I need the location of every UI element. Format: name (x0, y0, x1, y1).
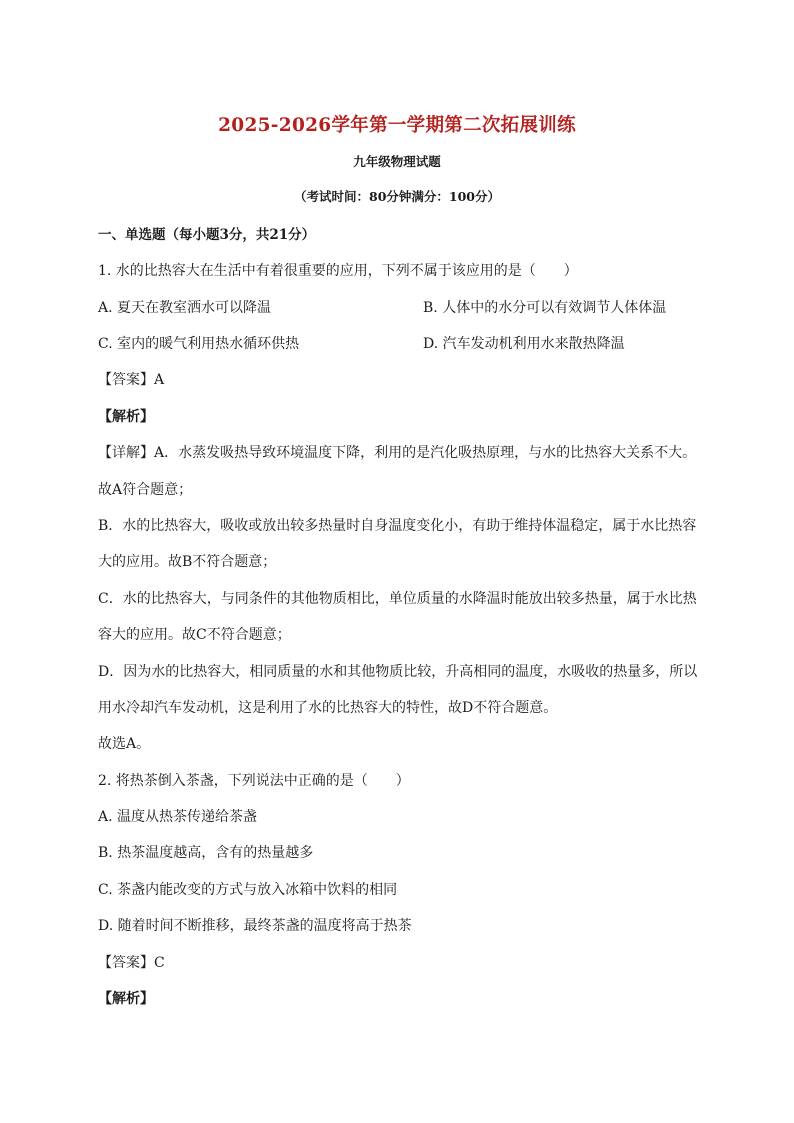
question-2-option-b: B. 热茶温度越高，含有的热量越多 (98, 845, 314, 861)
question-1-explanation-line: 用水冷却汽车发动机，这是利用了水的比热容大的特性，故D不符合题意。 (98, 700, 558, 716)
question-1-option-d: D. 汽车发动机利用水来散热降温 (423, 336, 625, 352)
exam-info: （考试时间：80分钟满分：100分） (294, 189, 500, 204)
question-1-explanation-line: 故选A。 (98, 736, 151, 752)
question-2-analysis-label: 【解析】 (98, 991, 154, 1007)
question-1-analysis-label: 【解析】 (98, 409, 154, 425)
question-1-explanation-line: 大的应用。故B不符合题意； (98, 554, 277, 570)
question-1-answer: 【答案】A (98, 372, 165, 388)
page-title: 2025-2026学年第一学期第二次拓展训练 (218, 115, 576, 136)
question-2-option-d: D. 随着时间不断推移，最终茶盏的温度将高于热茶 (98, 918, 412, 934)
question-1-explanation-line: 故A符合题意； (98, 482, 193, 498)
section-heading: 一、单选题（每小题3分，共21分） (98, 227, 316, 243)
question-2-option-c: C. 茶盏内能改变的方式与放入冰箱中饮料的相同 (98, 882, 398, 898)
question-1-explanation-line: 【详解】A．水蒸发吸热导致环境温度下降，利用的是汽化吸热原理，与水的比热容大关系不大。 (98, 445, 697, 461)
question-2-stem: 2. 将热茶倒入茶盏，下列说法中正确的是（ ） (98, 773, 410, 789)
question-1-option-c: C. 室内的暖气利用热水循环供热 (98, 336, 300, 352)
question-1-option-a: A. 夏天在教室洒水可以降温 (98, 300, 272, 316)
question-1-explanation-line: B．水的比热容大，吸收或放出较多热量时自身温度变化小，有助于维持体温稳定，属于水比热容 (98, 518, 697, 534)
question-2-answer: 【答案】C (98, 955, 165, 971)
question-2-option-a: A. 温度从热茶传递给茶盏 (98, 809, 258, 825)
exam-subject: 九年级物理试题 (353, 154, 441, 169)
question-1-explanation-line: D．因为水的比热容大，相同质量的水和其他物质比较，升高相同的温度，水吸收的热量多，所以 (98, 664, 698, 680)
question-1-option-b: B. 人体中的水分可以有效调节人体体温 (423, 300, 667, 316)
question-1-explanation-line: 容大的应用。故C不符合题意； (98, 627, 291, 643)
question-1-explanation-line: C．水的比热容大，与同条件的其他物质相比，单位质量的水降温时能放出较多热量，属于水比热 (98, 591, 697, 607)
question-1-stem: 1. 水的比热容大在生活中有着很重要的应用，下列不属于该应用的是（ ） (98, 263, 578, 279)
